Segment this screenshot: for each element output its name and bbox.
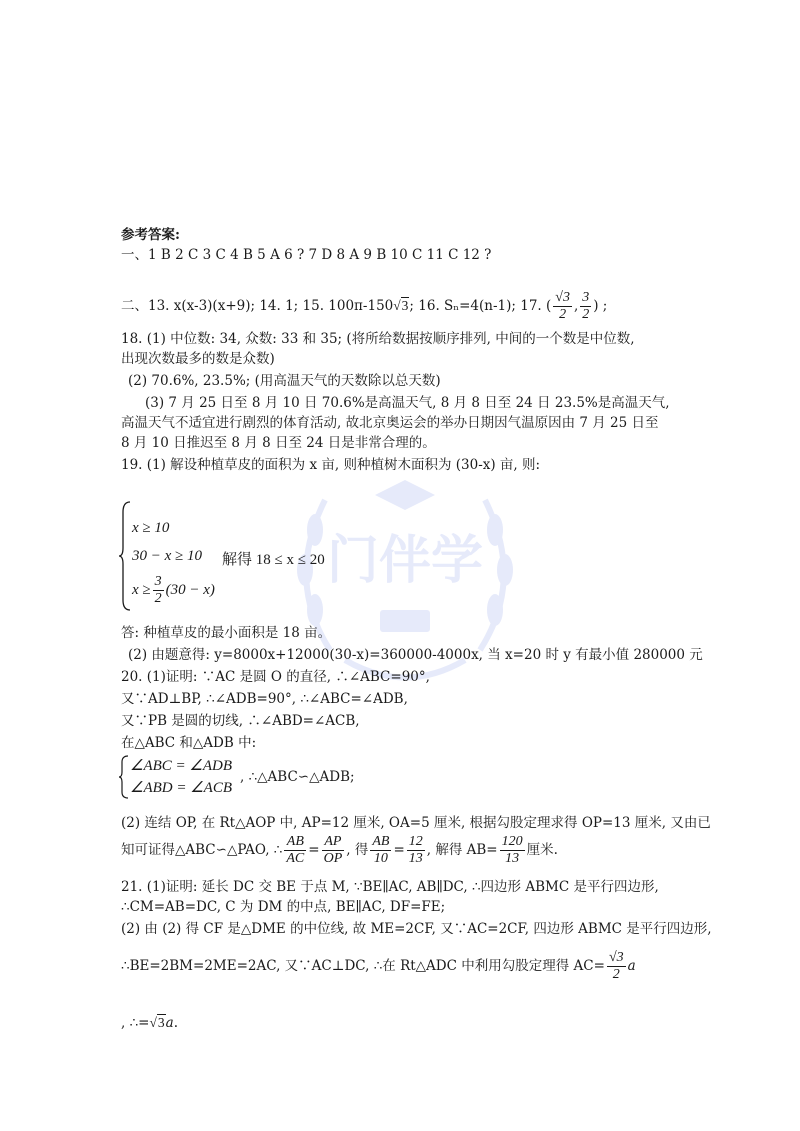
inequality-1: x ≥ 10 xyxy=(132,520,170,536)
inequality-3: x ≥ $\frac{3}{2}$ (30 − x) xyxy=(132,574,215,606)
q18-part2: (2) 70.6%, 23.5%; (用高温天气的天数除以总天数) xyxy=(128,373,441,389)
q20-line1: 20. (1)证明: ∵AC 是圆 O 的直径, ∴∠ABC=90°, xyxy=(121,669,430,685)
q19-part2: (2) 由题意得: y=8000x+12000(30-x)=360000-4000x, 当 x=20 时 y 有最小值 280000 元 xyxy=(128,647,703,663)
q20-part2-line1: (2) 连结 OP, 在 Rt△AOP 中, AP=12 厘米, OA=5 厘米, 根据勾股定理求得 OP=13 厘米, 又由已 xyxy=(121,815,711,831)
answer-heading: 参考答案: xyxy=(121,227,180,243)
q21-line3: (2) 由 (2) 得 CF 是△DME 的中位线, 故 ME=2CF, 又∵AC=2CF, 四边形 ABMC 是平行四边形, xyxy=(121,921,712,937)
equality-2: ∠ABD = ∠ACB xyxy=(130,780,233,796)
q21-line2: ∴CM=AB=DC, C 为 DM 的中点, BE∥AC, DF=FE; xyxy=(121,899,446,915)
q18-part1-cont: 出现次数最多的数是众数) xyxy=(121,351,275,367)
q20-line2: 又∵AD⊥BP, ∴∠ADB=90°, ∴∠ABC=∠ADB, xyxy=(121,691,408,707)
q2-answers: 二、13. x(x-3)(x+9); 14. 1; 15. 100π-150√3; 16. Sₙ=4(n-1); 17. ( $\frac{√3}{2}$ , $\frac{3}{2}$ ) ; xyxy=(121,290,608,322)
q21-line1: 21. (1)证明: 延长 DC 交 BE 于点 M, ∵BE∥AC, AB∥DC, ∴四边形 ABMC 是平行四边形, xyxy=(121,879,659,895)
q1-answers: 一、1 B 2 C 3 C 4 B 5 A 6 ? 7 D 8 A 9 B 10 C 11 C 12 ? xyxy=(121,247,492,263)
inequality-2: 30 − x ≥ 10 xyxy=(132,548,203,564)
q19-part1: 19. (1) 解设种植草皮的面积为 x 亩, 则种植树木面积为 (30-x) 亩, 则: xyxy=(121,457,541,473)
q20-line4: 在△ABC 和△ADB 中: xyxy=(121,735,257,751)
equality-1: ∠ABC = ∠ADB xyxy=(130,758,233,774)
q18-part1: 18. (1) 中位数: 34, 众数: 33 和 35; (将所给数据按顺序排列, 中间的一个数是中位数, xyxy=(121,331,635,347)
q21-line4: ∴BE=2BM=2ME=2AC, 又∵AC⊥DC, ∴在 Rt△ADC 中利用勾股定理得 AC= $\frac{√3}{2}$ a xyxy=(121,950,636,982)
q21-line5: , ∴=√3a. xyxy=(121,1015,179,1031)
watermark-text: 门伴学 xyxy=(326,531,484,591)
q18-part3-cont2: 8 月 10 日推迟至 8 月 8 日至 24 日是非常合理的。 xyxy=(121,435,436,451)
similar-conclusion: , ∴△ABC∽△ADB; xyxy=(240,769,355,785)
q18-part3-cont1: 高温天气不适宜进行剧烈的体育活动, 故北京奥运会的举办日期因气温原因由 7 月 25 日至 xyxy=(121,415,659,431)
q19-answer: 答: 种植草皮的最小面积是 18 亩。 xyxy=(121,625,332,641)
q20-part2-line2: 知可证得△ABC∽△PAO, ∴ $\frac{AB}{AC}$ = $\frac{AP}{OP}$ , 得 $\frac{AB}{10}$ = $\frac{12}{13}$ , 解得 AB= $\frac{120}{13}$ 厘米. xyxy=(121,834,558,866)
q18-part3: (3) 7 月 25 日至 8 月 10 日 70.6%是高温天气, 8 月 8 日至 24 日 23.5%是高温天气, xyxy=(145,395,670,411)
left-brace-2 xyxy=(118,754,130,800)
q20-line3: 又∵PB 是圆的切线, ∴∠ABD=∠ACB, xyxy=(121,713,360,729)
left-brace xyxy=(118,500,132,612)
inequality-solution: 解得 18 ≤ x ≤ 20 xyxy=(222,552,325,568)
